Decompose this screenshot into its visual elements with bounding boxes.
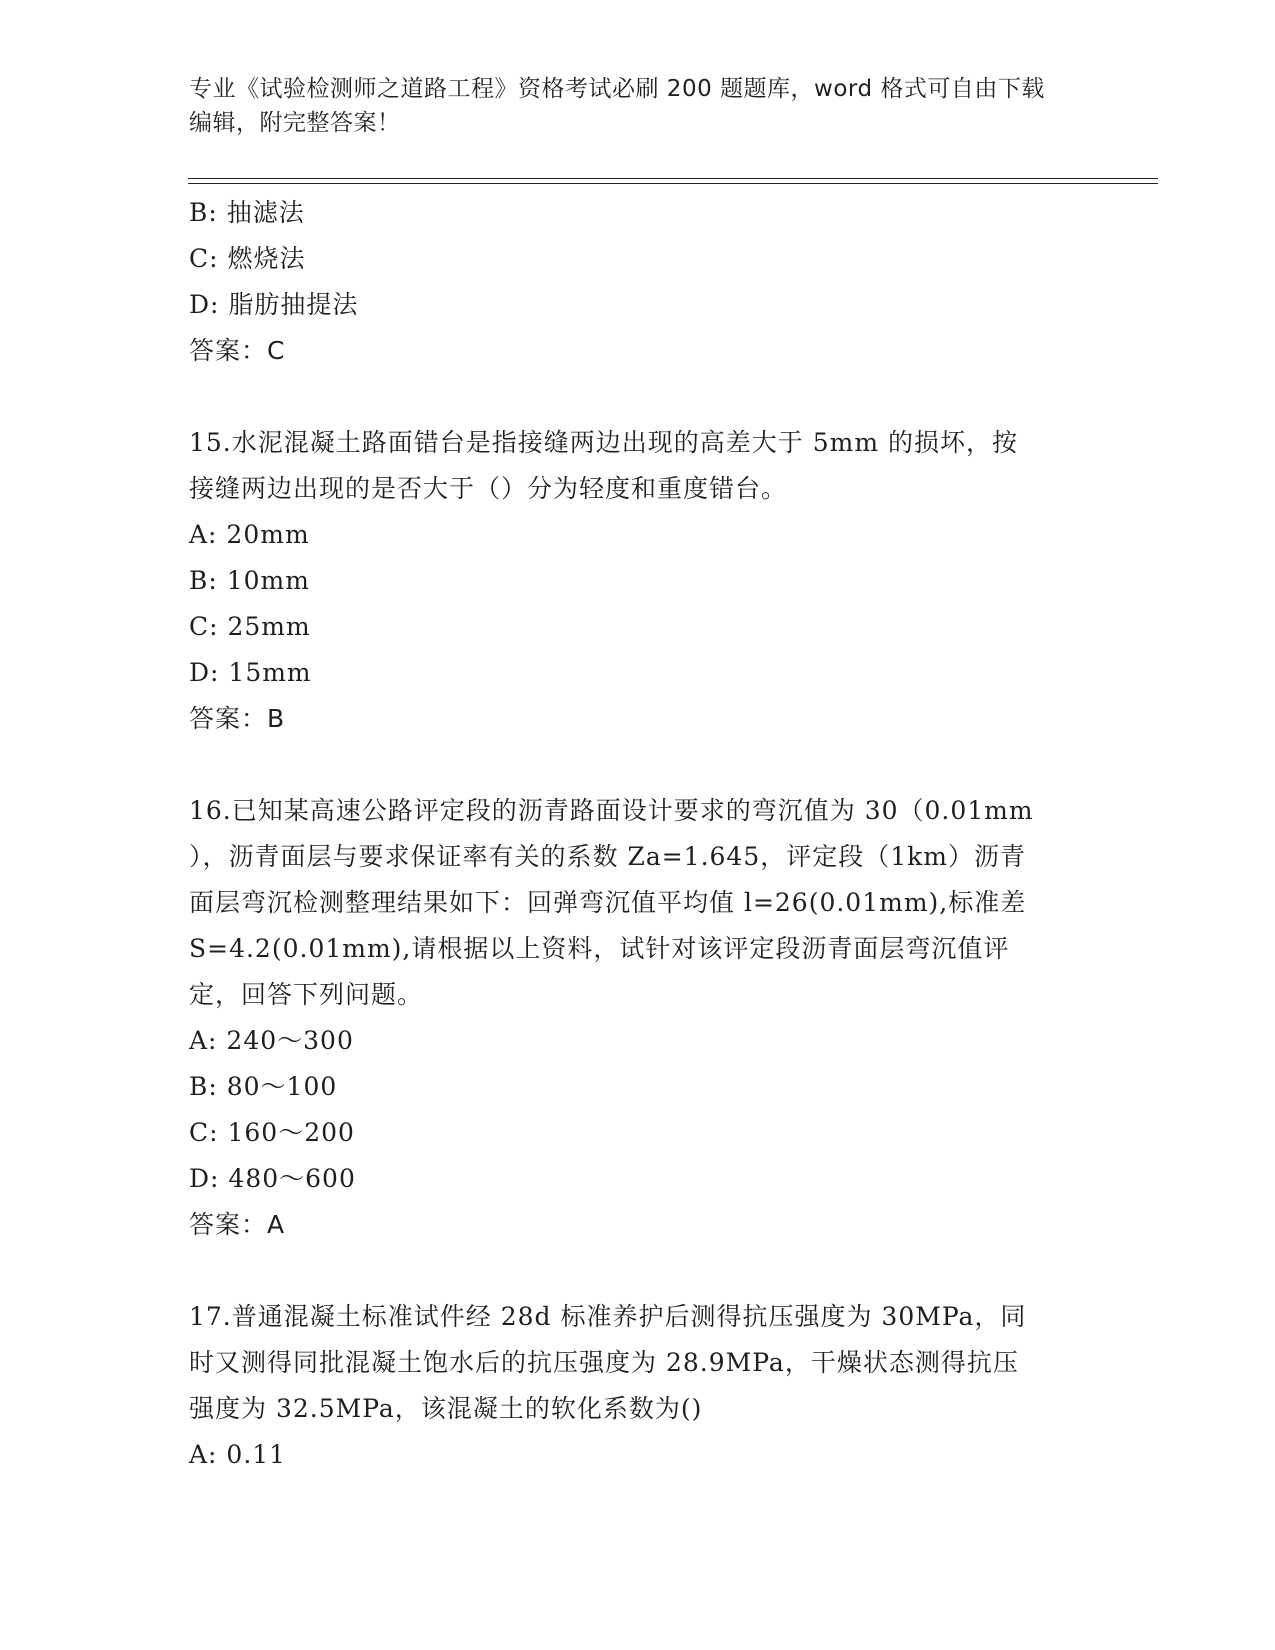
option-c: C: 25mm (189, 612, 311, 641)
option-d: D: 480～600 (189, 1164, 356, 1193)
question-stem: S=4.2(0.01mm),请根据以上资料，试针对该评定段沥青面层弯沉值评 (189, 934, 1010, 963)
question-stem: 16.已知某高速公路评定段的沥青路面设计要求的弯沉值为 30（0.01mm (189, 796, 1034, 825)
header-rule-top (188, 178, 1158, 179)
question-stem: 15.水泥混凝土路面错台是指接缝两边出现的高差大于 5mm 的损坏，按 (189, 428, 1018, 457)
question-stem: ），沥青面层与要求保证率有关的系数 Za=1.645，评定段（1km）沥青 (189, 842, 1027, 871)
option-d: D: 15mm (189, 658, 312, 687)
question-stem: 接缝两边出现的是否大于（）分为轻度和重度错台。 (189, 474, 788, 503)
question-14 (189, 190, 1089, 374)
question-content (189, 190, 1089, 1478)
document-header (189, 72, 1089, 140)
option-b: B: 80～100 (189, 1072, 338, 1101)
option-c: C: 160～200 (189, 1118, 355, 1147)
question-stem: 面层弯沉检测整理结果如下：回弹弯沉值平均值 l=26(0.01mm),标准差 (189, 888, 1027, 917)
header-line: 专业《试验检测师之道路工程》资格考试必刷 200 题题库，word 格式可自由下载 (189, 76, 1045, 102)
question-stem: 时又测得同批混凝土饱水后的抗压强度为 28.9MPa，干燥状态测得抗压 (189, 1348, 1019, 1377)
option-b: B: 抽滤法 (189, 198, 305, 227)
option-c: C: 燃烧法 (189, 244, 306, 273)
header-rule-bottom (188, 183, 1158, 184)
option-a: A: 20mm (189, 520, 310, 549)
question-stem: 17.普通混凝土标准试件经 28d 标准养护后测得抗压强度为 30MPa，同 (189, 1302, 1027, 1331)
question-15 (189, 420, 1089, 742)
answer-line: 答案：A (189, 1210, 286, 1239)
question-stem: 强度为 32.5MPa，该混凝土的软化系数为() (189, 1394, 703, 1423)
answer-line: 答案：B (189, 704, 286, 733)
header-line: 编辑，附完整答案！ (189, 110, 401, 136)
question-17 (189, 1294, 1089, 1478)
option-a: A: 0.11 (189, 1440, 287, 1469)
question-stem: 定，回答下列问题。 (189, 980, 424, 1009)
option-b: B: 10mm (189, 566, 310, 595)
option-d: D: 脂肪抽提法 (189, 290, 359, 319)
answer-line: 答案：C (189, 336, 286, 365)
option-a: A: 240～300 (189, 1026, 354, 1055)
question-16 (189, 788, 1089, 1248)
